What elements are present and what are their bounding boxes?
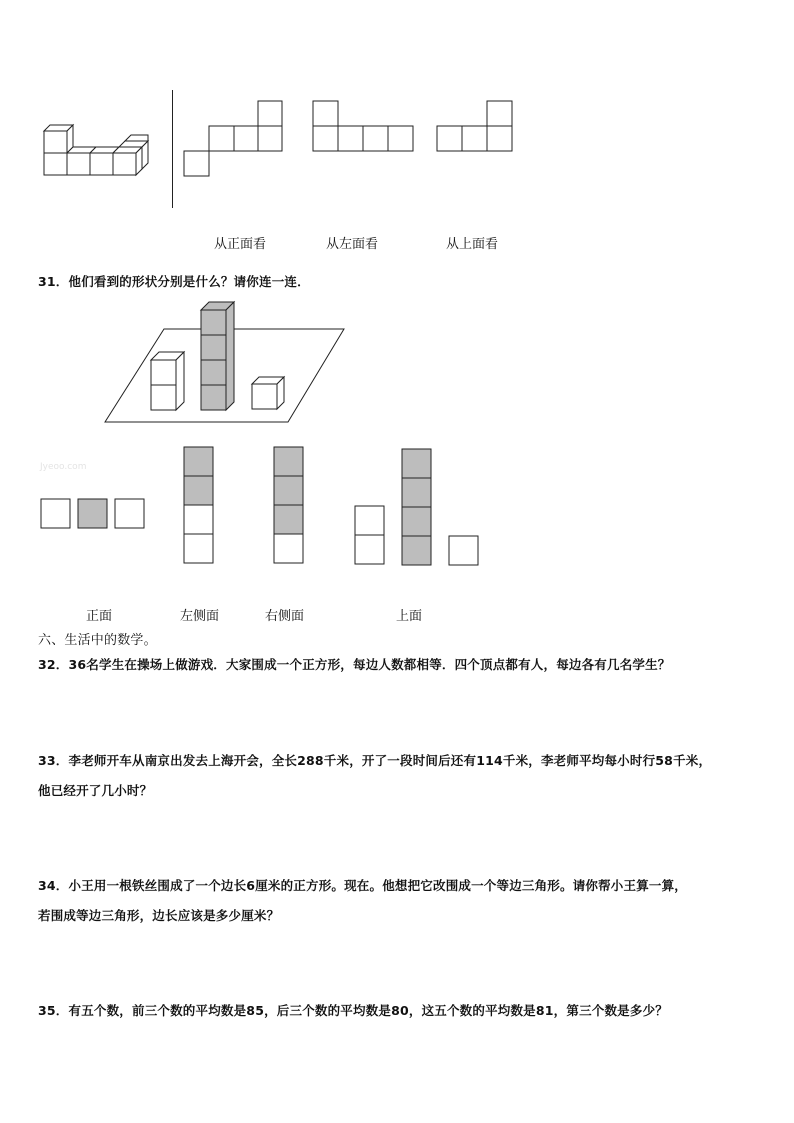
option-left-side-column bbox=[183, 446, 215, 566]
question-35: 35．有五个数，前三个数的平均数是85，后三个数的平均数是80，这五个数的平均数是81，第三个数是多少？ bbox=[38, 1003, 668, 1018]
option-front-squares bbox=[40, 498, 145, 530]
question-33-line-1: 33．李老师开车从南京出发去上海开会，全长288千米，开了一段时间后还有114千米，李老师平均每小时行58千米， bbox=[38, 753, 712, 768]
option-right-side-column bbox=[273, 446, 305, 566]
option-top-arrangement bbox=[354, 448, 482, 568]
section-6-title: 六、生活中的数学。 bbox=[38, 633, 157, 648]
question-33-line-2: 他已经开了几小时？ bbox=[38, 783, 153, 798]
view-shape-b bbox=[312, 100, 414, 153]
question-31: 31．他们看到的形状分别是什么？请你连一连． bbox=[38, 274, 310, 289]
view-shape-c bbox=[436, 100, 514, 153]
label-front: 正面 bbox=[86, 609, 113, 624]
question-34-line-2: 若围成等边三角形，边长应该是多少厘米？ bbox=[38, 908, 280, 923]
label-top: 上面 bbox=[396, 609, 423, 624]
watermark: Jyeoo.com bbox=[40, 462, 87, 472]
vertical-divider bbox=[172, 90, 173, 208]
label-right-side: 右侧面 bbox=[265, 609, 305, 624]
question-34-line-1: 34．小王用一根铁丝围成了一个边长6厘米的正方形。现在。他想把它改围成一个等边三角形。请你帮小王算一算， bbox=[38, 878, 687, 893]
label-left-view: 从左面看 bbox=[326, 237, 379, 252]
question-32: 32．36名学生在操场上做游戏．大家围成一个正方形，每边人数都相等．四个顶点都有人，每边各有几名学生？ bbox=[38, 657, 671, 672]
label-left-side: 左侧面 bbox=[180, 609, 220, 624]
label-front-view: 从正面看 bbox=[214, 237, 267, 252]
cubes-on-plane-figure bbox=[104, 300, 346, 425]
label-top-view: 从上面看 bbox=[446, 237, 499, 252]
cube-solid-figure bbox=[40, 125, 160, 185]
view-shape-a bbox=[183, 100, 283, 178]
